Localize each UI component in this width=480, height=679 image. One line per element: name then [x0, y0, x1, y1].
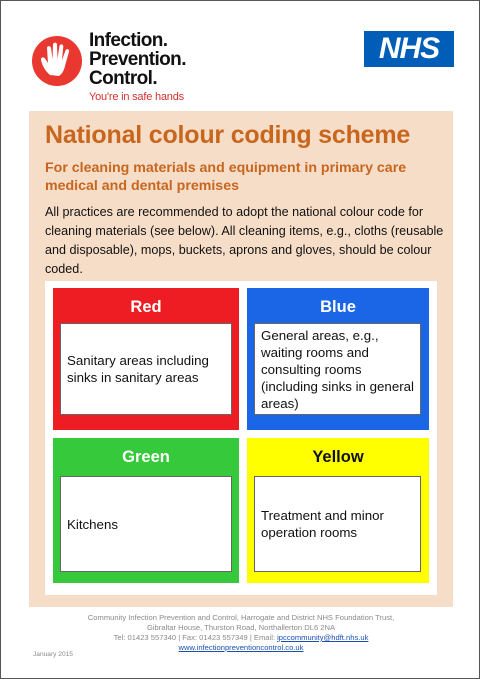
green-card-title: Green — [122, 448, 170, 466]
email-link[interactable]: ipccommunity@hdft.nhs.uk — [277, 633, 369, 642]
yellow-card-title: Yellow — [312, 448, 364, 466]
nhs-logo: NHS — [364, 31, 454, 67]
footer-address: Gibraltar House, Thurston Road, Northallerton DL6 2NA — [146, 623, 336, 632]
logo-tagline: You're in safe hands — [89, 91, 184, 103]
publication-date: January 2015 — [33, 651, 73, 658]
logo-text-prevention: Prevention. — [89, 49, 186, 70]
page-title: National colour coding scheme — [45, 121, 411, 149]
website-link[interactable]: www.infectionpreventioncontrol.co.uk — [178, 643, 304, 652]
red-card — [53, 288, 239, 430]
ipc-logo — [31, 29, 231, 101]
footer-organisation: Community Infection Prevention and Control, Harrogate and District NHS Foundation Trust, — [87, 613, 395, 622]
footer-phone-fax: Tel: 01423 557340 | Fax: 01423 557349 | Email: — [113, 633, 278, 642]
logo-text-control: Control. — [89, 68, 158, 89]
blue-card-description: General areas, e.g., waiting rooms and consulting rooms (including sinks in general areas) — [254, 323, 421, 415]
yellow-card — [247, 438, 429, 583]
page-subtitle: For cleaning materials and equipment in primary care medical and dental premises — [45, 160, 407, 194]
green-card — [53, 438, 239, 583]
blue-card-title: Blue — [320, 298, 356, 316]
logo-text-infection: Infection. — [89, 30, 168, 51]
intro-paragraph: All practices are recommended to adopt the national colour code for cleaning materials (see below). All cleaning items, e.g., cloths (reusable and disposable), mops, buckets, aprons and gloves, should be colour coded. — [45, 205, 444, 276]
footer-phone-email — [41, 633, 441, 643]
colour-scheme-panel — [29, 111, 453, 607]
hand-icon — [31, 35, 83, 87]
green-card-description: Kitchens — [60, 476, 232, 572]
yellow-card-description: Treatment and minor operation rooms — [254, 476, 421, 572]
colour-code-grid — [45, 281, 437, 595]
red-card-description: Sanitary areas including sinks in sanitary areas — [60, 323, 232, 415]
red-card-title: Red — [130, 298, 162, 316]
footer-contact — [41, 613, 441, 653]
blue-card — [247, 288, 429, 430]
